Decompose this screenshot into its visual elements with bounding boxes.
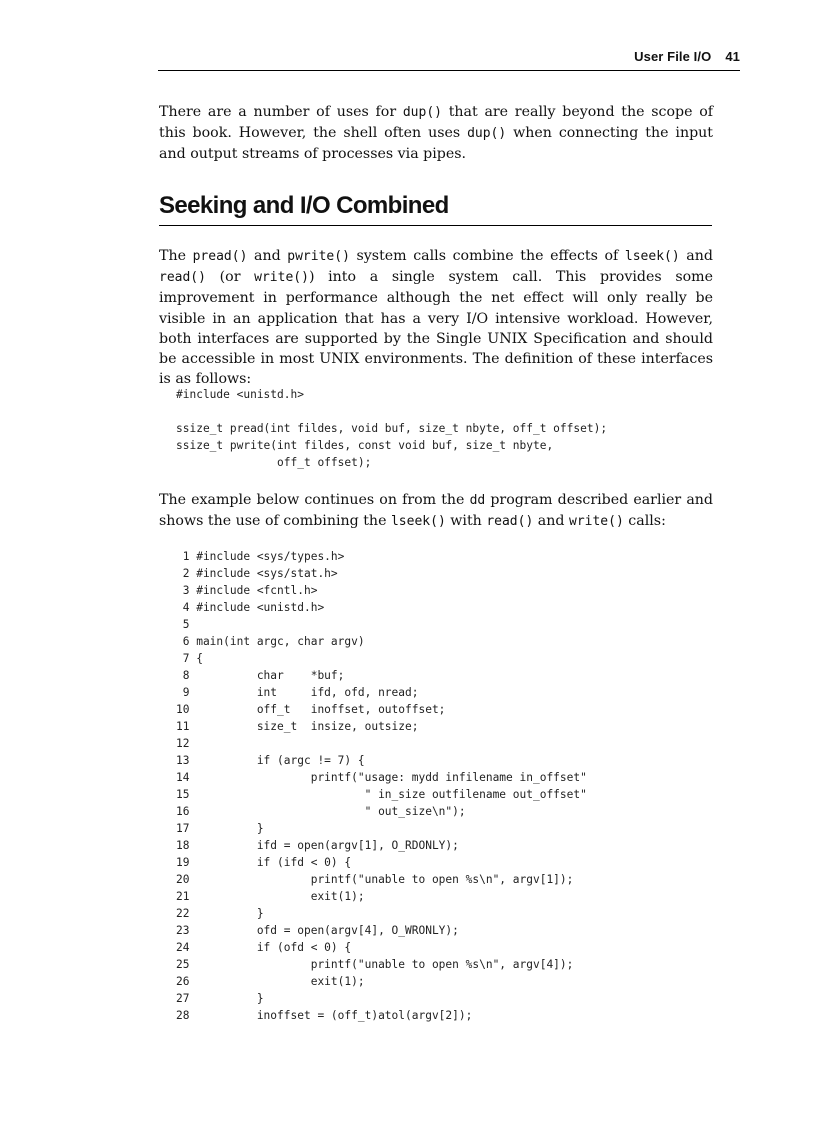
text-run: The — [159, 248, 193, 264]
section-rule — [159, 225, 712, 226]
running-header-title: User File I/O — [634, 49, 712, 64]
section-heading: Seeking and I/O Combined — [159, 192, 449, 219]
code-lseek: lseek() — [624, 249, 680, 264]
text-run: that are really beyond the scope of this book. However, the shell often uses — [159, 104, 713, 142]
text-run: calls: — [623, 513, 666, 530]
text-run: and — [679, 248, 713, 264]
text-run: with — [445, 513, 487, 530]
code-lseek: lseek() — [390, 514, 446, 530]
text-run: (or — [205, 269, 255, 286]
header-rule — [158, 70, 740, 71]
code-dup: dup() — [402, 105, 442, 120]
running-header — [158, 50, 740, 70]
code-pread: pread() — [192, 249, 248, 264]
text-run: There are a number of uses for — [159, 104, 403, 120]
code-dd: dd — [469, 493, 486, 508]
text-run: and — [247, 248, 288, 264]
function-declarations-code: #include <unistd.h> ssize_t pread(int fildes, void buf, size_t nbyte, off_t offset); ssize_t pwrite(int fildes, const void buf, size_t nbyte, off_t offset); — [176, 388, 608, 469]
text-run: system calls combine the effects of — [349, 248, 625, 264]
text-run: when connecting the input and output streams of processes via pipes. — [159, 125, 714, 163]
example-intro-paragraph — [159, 490, 713, 532]
code-pwrite: pwrite() — [287, 249, 350, 264]
text-run: and — [533, 513, 569, 530]
program-listing-code: 1 #include <sys/types.h> 2 #include <sys/stat.h> 3 #include <fcntl.h> 4 #include <unistd.h> 5 6 main(int argc, char argv) 7 { 8 char *buf; 9 int ifd, ofd, nread; 10 off_t inoffset, outoffset; 11 size_t insize, outsize; 12 13 if (argc != 7) { 14 printf("usage: mydd infilename in_offset" 15 " in_size outfilename out_offset" 16 " out_size\n"); 17 } 18 ifd = open(argv[1], O_RDONLY); 19 if (ifd < 0) { 20 printf("unable to open %s\n", argv[1]); 21 exit(1); 22 } 23 ofd = open(argv[4], O_WRONLY); 24 if (ofd < 0) { 25 printf("unable to open %s\n", argv[4]); 26 exit(1); 27 } 28 inoffset = (off_t)atol(argv[2]); — [176, 550, 587, 1022]
text-run: The example below continues on from the — [159, 492, 470, 508]
intro-paragraph — [159, 102, 713, 165]
text-run: ) into a single system call. This provides some improvement in performance although the net effect will only really be visible in an application that has a very I/O intensive workload. However, both interfaces are supported by the Single UNIX Specification and should be accessible in most UNIX environments. The definition of these interfaces is as follows: — [159, 269, 713, 388]
code-write: write() — [569, 514, 624, 530]
code-write: write() — [254, 270, 309, 286]
code-dup: dup() — [467, 126, 507, 142]
page-number: 41 — [725, 49, 740, 64]
text-run: program described earlier and shows the use of combining the — [159, 492, 713, 530]
code-read: read() — [159, 270, 206, 286]
code-read: read() — [486, 514, 534, 530]
pread-pwrite-paragraph — [159, 246, 713, 389]
